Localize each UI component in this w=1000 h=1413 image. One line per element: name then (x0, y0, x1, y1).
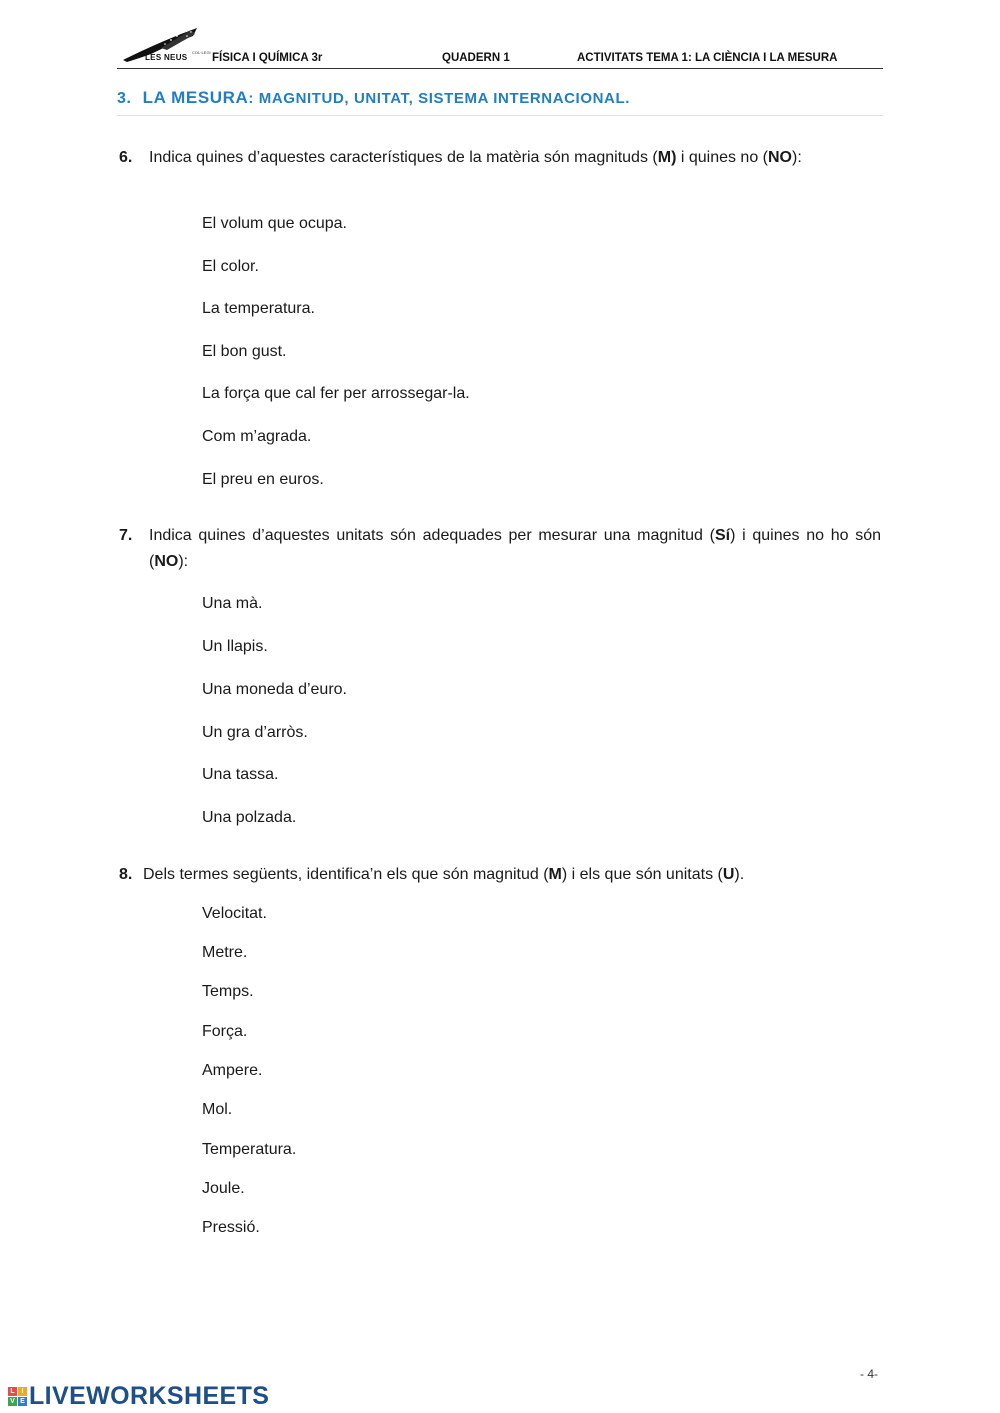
list-item: El bon gust. (202, 343, 287, 360)
list-item: La temperatura. (202, 300, 315, 317)
list-item: Temps. (202, 983, 254, 1000)
question-7 (119, 523, 881, 575)
liveworksheets-logo[interactable] (8, 1382, 269, 1410)
list-item: Temperatura. (202, 1141, 297, 1158)
list-item: La força que cal fer per arrossegar-la. (202, 385, 470, 402)
liveworksheets-text: LIVEWORKSHEETS (29, 1381, 270, 1410)
list-item: Joule. (202, 1180, 245, 1197)
section-number: 3. (117, 90, 132, 107)
logo-cell: V (8, 1397, 17, 1406)
liveworksheets-icon (8, 1387, 27, 1406)
question-text: Indica quines d’aquestes característiques de la matèria són magnituds (M) i quines no (NO): (149, 149, 802, 166)
list-item: Velocitat. (202, 905, 267, 922)
list-item: Mol. (202, 1101, 233, 1118)
list-item: Una mà. (202, 595, 263, 612)
list-item: Força. (202, 1023, 248, 1040)
list-item: Pressió. (202, 1219, 260, 1236)
header-notebook: QUADERN 1 (442, 52, 510, 64)
list-item: Com m’agrada. (202, 428, 312, 445)
logo-cell: I (18, 1387, 27, 1396)
list-item: Un gra d’arròs. (202, 724, 308, 741)
logo-cell: L (8, 1387, 17, 1396)
question-number: 7. (119, 527, 133, 544)
list-item: Un llapis. (202, 638, 268, 655)
list-item: El volum que ocupa. (202, 215, 347, 232)
list-item: Metre. (202, 944, 248, 961)
question-text: Dels termes següents, identifica’n els que són magnitud (M) i els que són unitats (U). (143, 866, 745, 883)
list-item: Una tassa. (202, 766, 279, 783)
logo-cell: E (18, 1397, 27, 1406)
question-8 (119, 862, 744, 888)
list-item: Una polzada. (202, 809, 297, 826)
question-6 (119, 145, 802, 171)
list-item: Ampere. (202, 1062, 263, 1079)
list-item: Una moneda d’euro. (202, 681, 347, 698)
page-header (117, 22, 883, 69)
list-item: El color. (202, 258, 259, 275)
header-subject: FÍSICA I QUÍMICA 3r (212, 52, 323, 64)
question-number: 6. (119, 149, 133, 166)
question-text: Indica quines d’aquestes unitats són adequades per mesurar una magnitud (Sí) i quines no ho són (NO): (149, 527, 881, 570)
list-item: El preu en euros. (202, 471, 324, 488)
logo-text: LES NEUS (145, 53, 188, 62)
logo-small-text: COL·LEGI (192, 50, 211, 55)
section-title-first: LA MESURA (142, 88, 249, 107)
header-activity: ACTIVITATS TEMA 1: LA CIÈNCIA I LA MESURA (577, 52, 838, 64)
section-title (117, 88, 883, 116)
question-number: 8. (119, 866, 133, 883)
page-number: - 4- (860, 1367, 878, 1381)
section-title-rest: : MAGNITUD, UNITAT, SISTEMA INTERNACIONAL. (248, 90, 630, 107)
